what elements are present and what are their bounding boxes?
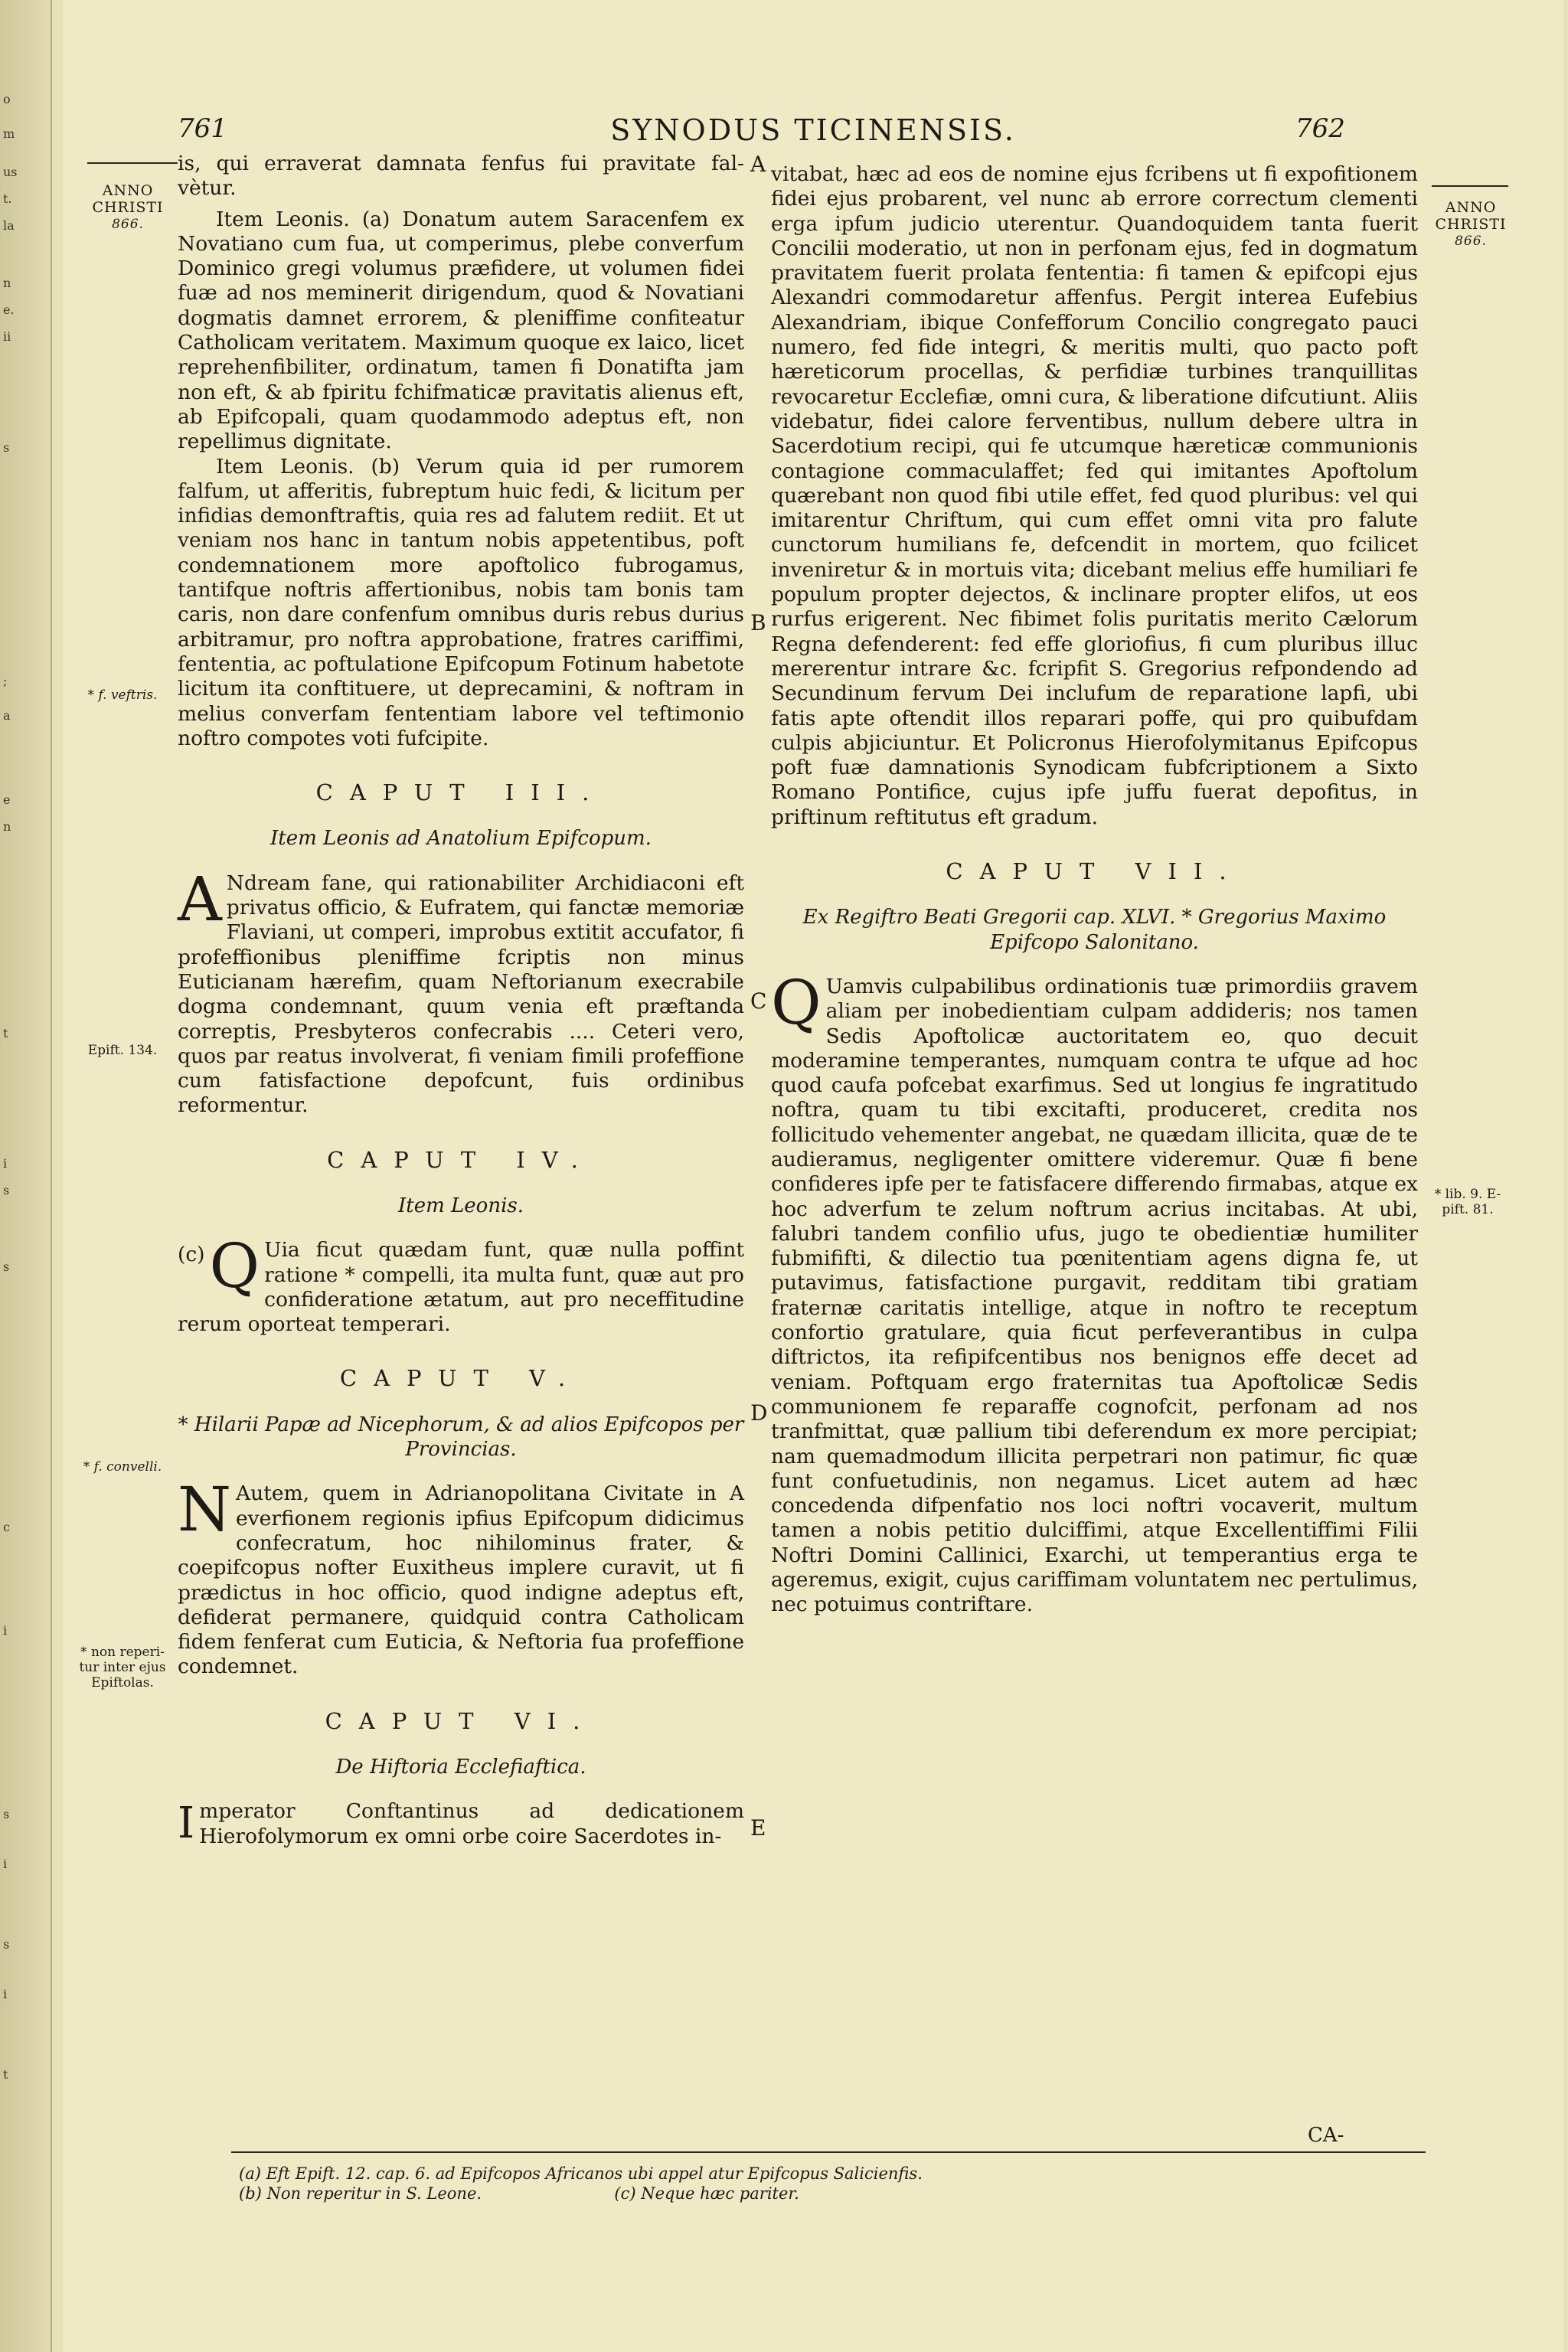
margin-year-left: ANNO CHRISTI 866. — [92, 182, 164, 232]
drop-cap: Q — [209, 1230, 260, 1302]
footnote-a: (a) Eft Epift. 12. cap. 6. ad Epifcopos Africanos ubi appel atur Epifcopus Salicienfis. — [239, 2164, 923, 2183]
page-title: SYNODUS TICINENSIS. — [610, 113, 1016, 147]
drop-cap: Q — [771, 966, 822, 1038]
paragraph: Item Leonis. (b) Verum quia id per rumorem falfum, ut afferitis, fubreptum huic fedi, & licitum per infidias demonftraftis, quia res ad falutem rediit. Et ut veniam nos hanc in tantum nobis appetentibus, poft condemnationem more apoftolico fubrogamus, tantifque noftris affertionibus, nobis tam bonis tam caris, non dare confenfum omnibus duris rebus durius arbitramur, pro noftra approbatione, fratres cariffimi, fententia, ac poftulatione Epifcopum Fotinum habetote licitum ita conftituere, ut deprecamini, & noftram in melius converfam fententiam labore vel teftimonio noftro compotes voti fufcipite. — [178, 454, 744, 750]
chapter-subtitle: * Hilarii Papæ ad Nicephorum, & ad alios Epifcopos per Provincias. — [178, 1413, 744, 1462]
running-header — [63, 113, 1563, 152]
section-letter-b: B — [750, 610, 766, 635]
margin-note-vestris: * f. veftris. — [87, 688, 158, 703]
paragraph: N Autem, quem in Adrianopolitana Civitate in A everfionem regionis ipfius Epifcopum didicimus confecratum, hoc nihilominus frater, & coepifcopus nofter Euxitheus implere curavit, ut fi prædictus in hoc officio, quod indigne adeptus eft, defiderat permanere, quidquid contra Catholicam fidem fenferat cum Euticia, & Neftoria fua profeffione condemnet. — [178, 1474, 744, 1679]
footnote-c: (c) Neque hæc pariter. — [614, 2184, 799, 2203]
section-letter-c: C — [750, 988, 767, 1014]
margin-year-right: ANNO CHRISTI 866. — [1435, 199, 1507, 249]
paragraph: is, qui erraverat damnata fenfus fui pravitate fal- vètur. — [178, 152, 744, 201]
chapter-subtitle: Ex Regiftro Beati Gregorii cap. XLVI. * Gregorius Maximo Epifcopo Salonitano. — [802, 906, 1387, 954]
chapter-subtitle: De Hiftoria Ecclefiaftica. — [335, 1756, 586, 1779]
page-number-left: 761 — [178, 113, 227, 144]
paragraph: (c) Q Uia ficut quædam funt, quæ nulla poffint ratione * compelli, ita multa funt, quæ aut pro confideratione ætatum, aut pro neceffitudine rerum oporteat temperari. — [178, 1230, 744, 1337]
drop-cap: I — [178, 1798, 195, 1849]
right-column — [771, 162, 1418, 1618]
paragraph: vitabat, hæc ad eos de nomine ejus fcribens ut fi expofitionem fidei ejus probarent, vel nunc ab errore correctum clementi erga ipfum judicio uterentur. Quandoquidem tanta fuerit Concilii moderatio, ut non in perfonam ejus, fed in dogmatum pravitatem fuerit prolata fententia: fi tamen & epifcopi ejus Alexandri commodaretur affenfus. Pergit interea Eufebius Alexandriam, ibique Confefforum Concilio congregato pauci numero, fed fide integri, & meritis multi, quo pacto poft hæreticorum procellas, & perfidiæ turbines tranquillitas revocaretur Ecclefiæ, omni cura, & liberatione difcutiunt. Aliis videbatur, fidei calore ferventibus, nullum debere ultra in Sacerdotium recipi, qui fe utcumque hæreticæ communionis contagione commaculaffet; fed qui imitantes Apoftolum quærebant non quod fibi utile effet, fed quod pluribus: vel qui imitarentur Chriftum, qui cum effet omni vita pro falute cunctorum humilians fe, defcendit in mortem, quo fcilicet inveniretur & in mortuis vita; dicebant melius effe humiliari fe populum propter dejectos, & inclinare propter elifos, ut eos rurfus erigerent. Nec fibimet folis puritatis merito Cælorum Regna defenderent: fed effe gloriofius, fi cum pluribus illuc mererentur intrare &c. fcripfit S. Gregorius refpondendo ad Secundinum fervum Dei inclufum de reparatione lapfi, ubi fatis apte oftendit illos reparari poffe, qui pro quibufdam culpis abjiciuntur. Et Policronus Hierofolymitanus Epifcopus poft fuæ damnationis Synodicam fubfcriptionem a Sixto Romano Pontifice, cujus ipfe juffu fuerat depofitus, in priftinum reftitutus eft gradum. — [771, 162, 1418, 829]
chapter-subtitle: Item Leonis. — [398, 1194, 524, 1217]
chapter-heading: CAPUT V. — [339, 1365, 583, 1392]
margin-note-epist: Epift. 134. — [87, 1043, 158, 1058]
section-letter-a: A — [750, 152, 766, 177]
section-letter-d: D — [750, 1400, 768, 1426]
section-letter-e: E — [750, 1815, 766, 1841]
footnote-b: (b) Non reperitur in S. Leone. — [239, 2184, 482, 2203]
page-number-right: 762 — [1295, 113, 1345, 144]
header-rule-right — [1432, 185, 1508, 187]
chapter-subtitle: Item Leonis ad Anatolium Epifcopum. — [270, 827, 652, 851]
header-rule-left — [87, 162, 178, 164]
catchword: CA- — [1308, 2124, 1344, 2147]
chapter-heading: CAPUT VI. — [325, 1707, 597, 1734]
chapter-heading: CAPUT VII. — [946, 858, 1243, 885]
margin-note-convelli: * f. convelli. — [83, 1459, 162, 1475]
margin-note-not-found: * non reperi- tur inter ejus Epiftolas. — [79, 1645, 166, 1690]
left-column — [178, 152, 744, 1849]
footnotes — [239, 2164, 1433, 2203]
paragraph: A Ndream fane, qui rationabiliter Archidiaconi eft privatus officio, & Eufratem, qui fanctæ memoriæ Flaviani, ut comperi, improbus extitit accufator, fi profeffionibus pleniffime fcriptis non minus Euticianam hærefim, quam Neftorianum execrabile dogma condemnant, quum venia eft præftanda correptis, Presbyteros confecrabis .... Ceteri vero, quos par reatus involverat, fi veniam fimili profeffione cum fatisfactione depofcunt, fuis ordinibus reformentur. — [178, 863, 744, 1118]
paragraph: Q Uamvis culpabilibus ordinationis tuæ primordiis gravem aliam per inobedientiam culpam addideris; nos tamen Sedis Apoftolicæ auctoritatem eo, quo decuit moderamine temperantes, numquam contra te ufque ad hoc quod caufa pofcebat exarfimus. Sed ut longius fe ingratitudo noftra, quam tu tibi excitafti, produceret, credita nos follicitudo vehementer angebat, ne quædam illicita, quæ de te audieramus, negligenter omittere videremur. Quæ fi bene confideres ipfe per te fatisfacere differendo firmabas, atque ex hoc adverfum te zelum noftrum acrius incitabas. At ubi, falubri tandem confilio ufus, jugo te obedientiæ humiliter fubmififti, & dilectio tua pœnitentiam agens digna fe, ut putavimus, fatisfactione purgavit, redditam tibi gratiam fraternæ caritatis intellige, atque in noftro te receptum confortio gratulare, quia ficut perfeverantibus in culpa diftrictos, ita refipifcentibus nos benignos effe decet ad veniam. Poftquam ergo fraternitas tua Apoftolicæ Sedis communionem fe reparaffe cognofcit, perfonam ad nos tranfmittat, quæ pallium tibi deferendum ex more percipiat; nam quemadmodum illicita perpetrari non patimur, fic quæ funt confuetudinis, non negamus. Licet autem ad hæc concedenda difpenfatio nos loci noftri vocaverit, multum tamen a nobis petitio dulciffimi, atque Excellentiffimi Filii Noftri Domini Callinici, Exarchi, ut temperantius erga te ageremus, exigit, cujus cariffimam voluntatem nec pertulimus, nec potuimus contriftare. — [771, 966, 1418, 1617]
book-page — [63, 0, 1563, 2352]
margin-note-lib: * lib. 9. E- pift. 81. — [1434, 1187, 1501, 1217]
footnote-rule — [231, 2151, 1426, 2153]
chapter-heading: CAPUT IV. — [327, 1146, 595, 1173]
drop-cap: A — [178, 863, 222, 935]
paragraph: Item Leonis. (a) Donatum autem Saracenfem ex Novatiano cum fua, ut comperimus, plebe converfum Dominico gregi volumus præfidere, ut volumen fidei fuæ ad nos meminerit dirigendum, quod & Novatiani dogmatis damnet errorem, & pleniffime confiteatur Catholicam veritatem. Maximum quoque ex laico, licet reprehenfibiliter, ordinatum, tamen fi Donatifta jam non eft, & ab fpiritu fchifmaticæ pravitatis alienus eft, ab Epifcopali, quam quodammodo adeptus eft, non repellimus dignitate. — [178, 207, 744, 454]
adjacent-page-edge: o m us t. la n e. ii s ; a e n t i s s c i s i s i t — [0, 0, 52, 2352]
paragraph: Imperator Conftantinus ad dedicationem Hierofolymorum ex omni orbe coire Sacerdotes in- — [178, 1798, 744, 1849]
drop-cap: N — [178, 1474, 231, 1546]
chapter-heading: CAPUT III. — [315, 779, 606, 806]
